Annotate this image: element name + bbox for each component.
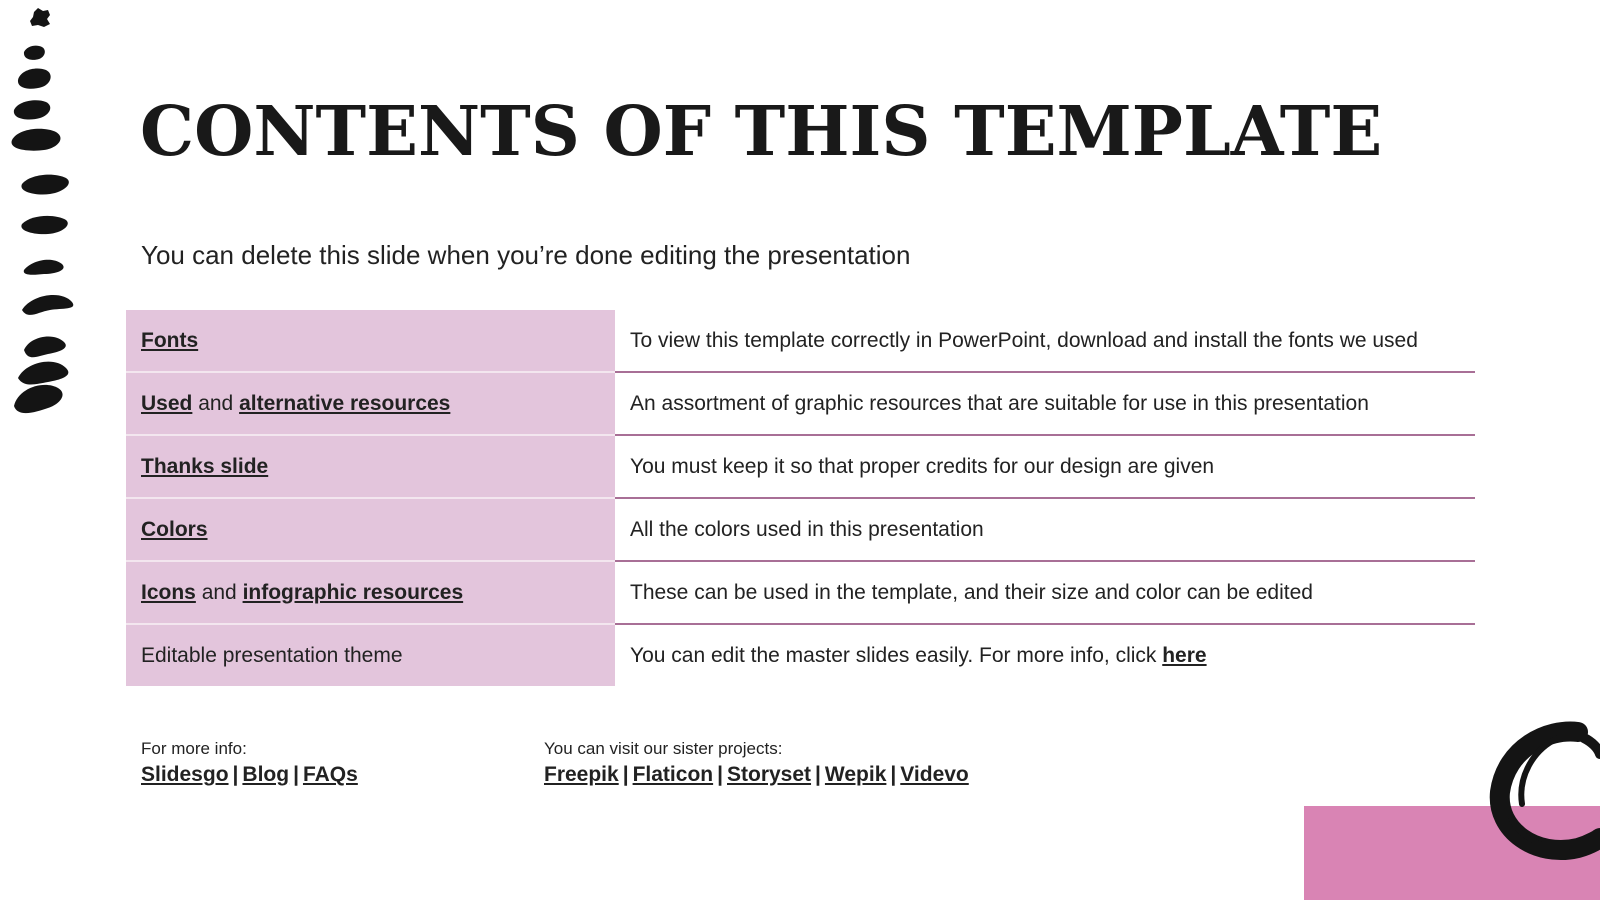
table-cell-description: [615, 435, 1475, 498]
cell-text: You can edit the master slides easily. For more info, click: [630, 643, 1163, 667]
cell-text: These can be used in the template, and their size and color can be edited: [630, 580, 1313, 604]
table-cell-topic: [126, 372, 615, 435]
cell-text: To view this template correctly in PowerPoint, download and install the fonts we used: [630, 328, 1418, 352]
subtitle: You can delete this slide when you’re done editing the presentation: [141, 240, 911, 270]
table-cell-description: [615, 561, 1475, 624]
brush-circle-icon: [1488, 720, 1600, 862]
link-separator: |: [890, 763, 897, 786]
used-link[interactable]: Used: [141, 391, 193, 415]
infographic-resources-link[interactable]: infographic resources: [242, 580, 464, 604]
table-row: [126, 624, 1475, 686]
link-separator: |: [717, 763, 723, 786]
table-row: [126, 310, 1475, 372]
icons-link[interactable]: Icons: [141, 580, 196, 604]
contents-table: [126, 310, 1475, 686]
table-cell-topic: [126, 498, 615, 561]
brush-stroke-dots-icon: [8, 6, 78, 418]
colors-link[interactable]: Colors: [141, 517, 208, 541]
flaticon-link[interactable]: Flaticon: [632, 763, 714, 786]
fonts-link[interactable]: Fonts: [141, 328, 199, 352]
table-cell-topic: [126, 561, 615, 624]
table-cell-description: [615, 310, 1475, 372]
footer-sister-links: [544, 763, 969, 787]
cell-text: All the colors used in this presentation: [630, 517, 984, 541]
table-cell-description: [615, 498, 1475, 561]
link-separator: |: [293, 763, 299, 786]
table-cell-topic: [126, 310, 615, 372]
table-cell-topic: [126, 624, 615, 686]
table-cell-topic: [126, 435, 615, 498]
faqs-link[interactable]: FAQs: [302, 763, 358, 786]
table-row: [126, 561, 1475, 624]
here-link[interactable]: here: [1162, 643, 1207, 667]
videvo-link[interactable]: Videvo: [900, 763, 969, 786]
table-row: [126, 435, 1475, 498]
table-cell-description: [615, 372, 1475, 435]
footer-info: [141, 739, 358, 787]
cell-text: You must keep it so that proper credits for our design are given: [630, 454, 1215, 478]
cell-text: and: [192, 391, 240, 415]
thanks-slide-link[interactable]: Thanks slide: [141, 454, 269, 478]
cell-text: and: [195, 580, 243, 604]
footer-sister-label: You can visit our sister projects:: [544, 739, 783, 758]
link-separator: |: [232, 763, 239, 786]
table-row: [126, 372, 1475, 435]
slidesgo-link[interactable]: Slidesgo: [141, 763, 229, 786]
footer-info-links: [141, 763, 358, 787]
table-cell-description: [615, 624, 1475, 686]
table-row: [126, 498, 1475, 561]
storyset-link[interactable]: Storyset: [727, 763, 812, 786]
footer-sister-projects: [544, 739, 969, 787]
cell-text: An assortment of graphic resources that are suitable for use in this presentation: [630, 391, 1369, 415]
freepik-link[interactable]: Freepik: [544, 763, 619, 786]
footer-info-label: For more info:: [141, 739, 247, 758]
alternative-resources-link[interactable]: alternative resources: [239, 391, 451, 415]
link-separator: |: [815, 763, 821, 786]
blog-link[interactable]: Blog: [242, 763, 290, 786]
page-title: CONTENTS OF THIS TEMPLATE: [140, 92, 1383, 172]
cell-text: Editable presentation theme: [141, 643, 403, 667]
wepik-link[interactable]: Wepik: [824, 763, 887, 786]
link-separator: |: [622, 763, 629, 786]
